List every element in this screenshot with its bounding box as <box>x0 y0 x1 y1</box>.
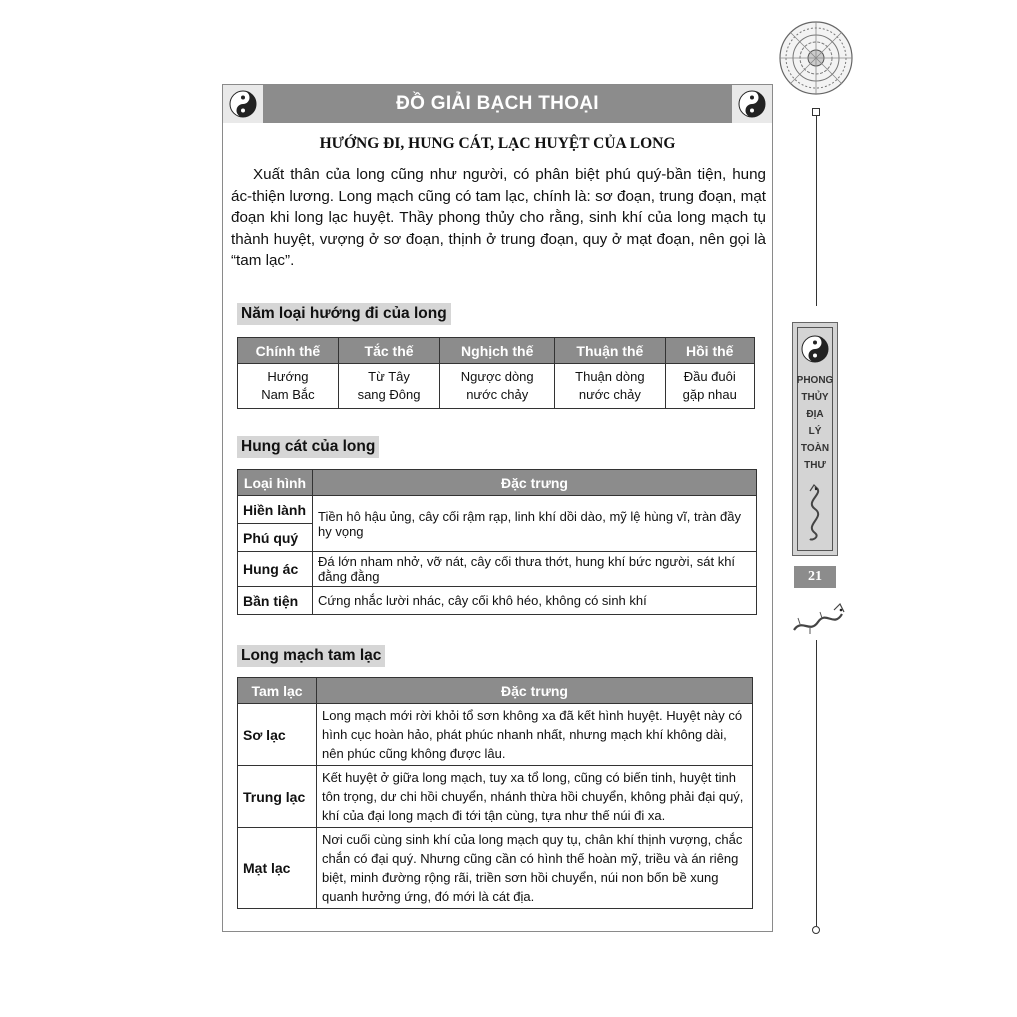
table-header: Hồi thế <box>665 338 755 364</box>
type-cell: Phú quý <box>238 524 313 552</box>
dragon-icon <box>790 600 846 645</box>
intro-text: Xuất thân của long cũng như người, có phân biệt phú quý-bần tiện, hung ác-thiện lương. Long mạch cũng có tam lạc, chính là: sơ đoạn, trung đoạn, mạt đoạn khi long lạc huyệt. Thầy phong thủy cho rằng, sinh khí của long mạch tụ thành huyệt, vượng ở sơ đoạn, thịnh ở trung đoạn, quy ở mạt đoạn, nên gọi là “tam lạc”. <box>231 166 766 269</box>
type-cell: Hiền lành <box>238 496 313 524</box>
table-cell: Hướng Nam Bắc <box>238 364 339 409</box>
table-cell: Ngược dòng nước chảy <box>440 364 555 409</box>
desc-cell: Long mạch mới rời khỏi tổ sơn không xa đã kết hình huyệt. Huyệt này có hình cục hoàn hảo, phát phúc nhanh nhất, nhưng mạch khí không dài, nên phúc cũng không được lâu. <box>317 704 753 766</box>
intro-paragraph <box>231 164 766 272</box>
table-header: Chính thế <box>238 338 339 364</box>
divider-line <box>816 640 817 926</box>
table-header: Thuận thế <box>555 338 665 364</box>
table-row <box>238 496 757 524</box>
table-cell: Đầu đuôi gặp nhau <box>665 364 755 409</box>
desc-cell: Cứng nhắc lười nhác, cây cối khô héo, không có sinh khí <box>313 587 757 615</box>
banner <box>223 85 772 123</box>
table-row <box>238 587 757 615</box>
banner-title: ĐỒ GIẢI BẠCH THOẠI <box>396 93 599 114</box>
desc-cell: Tiền hô hậu ủng, cây cối rậm rạp, linh khí dồi dào, mỹ lệ hùng vĩ, tràn đầy hy vọng <box>313 496 757 552</box>
plaque-word: THỦY <box>801 392 829 403</box>
dragon-icon <box>800 483 830 548</box>
section-heading: HƯỚNG ĐI, HUNG CÁT, LẠC HUYỆT CỦA LONG <box>319 135 676 152</box>
type-cell: Bần tiện <box>238 587 313 615</box>
table-header-row <box>238 338 755 364</box>
directions-table <box>237 337 755 409</box>
table-header: Nghịch thế <box>440 338 555 364</box>
page-number: 21 <box>794 566 836 588</box>
line-knob <box>812 108 820 116</box>
table-header-row <box>238 470 757 496</box>
name-cell: Sơ lạc <box>238 704 317 766</box>
tamlac-title: Long mạch tam lạc <box>237 645 385 667</box>
plaque-word: PHONG <box>796 375 834 386</box>
plaque-word: LÝ <box>808 426 822 437</box>
table-row <box>238 552 757 587</box>
table-header: Đặc trưng <box>317 678 753 704</box>
type-cell: Hung ác <box>238 552 313 587</box>
desc-cell: Kết huyệt ở giữa long mạch, tuy xa tổ long, cũng có biến tinh, huyệt tinh tôn trọng, dư chi hồi chuyển, nhánh thừa hồi chuyển, không phải đại quý, khí của đại long mạch đi tới tận cùng, tựa như thế núi đi xa. <box>317 766 753 828</box>
table-header-row <box>238 678 753 704</box>
table-header: Tắc thế <box>338 338 439 364</box>
content-frame <box>222 84 773 932</box>
book-title-plaque <box>792 322 838 556</box>
table-header: Loại hình <box>238 470 313 496</box>
name-cell: Mạt lạc <box>238 828 317 909</box>
fortune-table <box>237 469 757 615</box>
table-header: Đặc trưng <box>313 470 757 496</box>
table-row <box>238 704 753 766</box>
table-header: Tam lạc <box>238 678 317 704</box>
plaque-word: TOÀN <box>800 443 830 454</box>
desc-cell: Đá lớn nham nhở, vỡ nát, cây cối thưa thớt, hung khí bức người, sát khí đằng đằng <box>313 552 757 587</box>
plaque-word: ĐỊA <box>806 409 824 420</box>
tamlac-table <box>237 677 753 909</box>
line-knob <box>812 926 820 934</box>
name-cell: Trung lạc <box>238 766 317 828</box>
plaque-word: THƯ <box>804 460 826 471</box>
desc-cell: Nơi cuối cùng sinh khí của long mạch quy tụ, chân khí thịnh vượng, chắc chắn có đại quý. Nhưng cũng cần có hình thế hoàn mỹ, triều và án riêng biệt, minh đường rộng rãi, triền sơn hồi chuyển, núi non bốn bề xung quanh hưởng ứng, đó mới là cát địa. <box>317 828 753 909</box>
yin-yang-icon <box>732 85 772 123</box>
table-cell: Thuận dòng nước chảy <box>555 364 665 409</box>
divider-line <box>816 116 817 306</box>
yin-yang-icon <box>223 85 263 123</box>
compass-medallion-icon <box>778 20 854 96</box>
directions-title: Năm loại hướng đi của long <box>237 303 451 325</box>
table-row <box>238 364 755 409</box>
table-row <box>238 828 753 909</box>
table-row <box>238 766 753 828</box>
yin-yang-icon <box>801 335 829 368</box>
fortune-title: Hung cát của long <box>237 436 379 458</box>
table-cell: Từ Tây sang Đông <box>338 364 439 409</box>
